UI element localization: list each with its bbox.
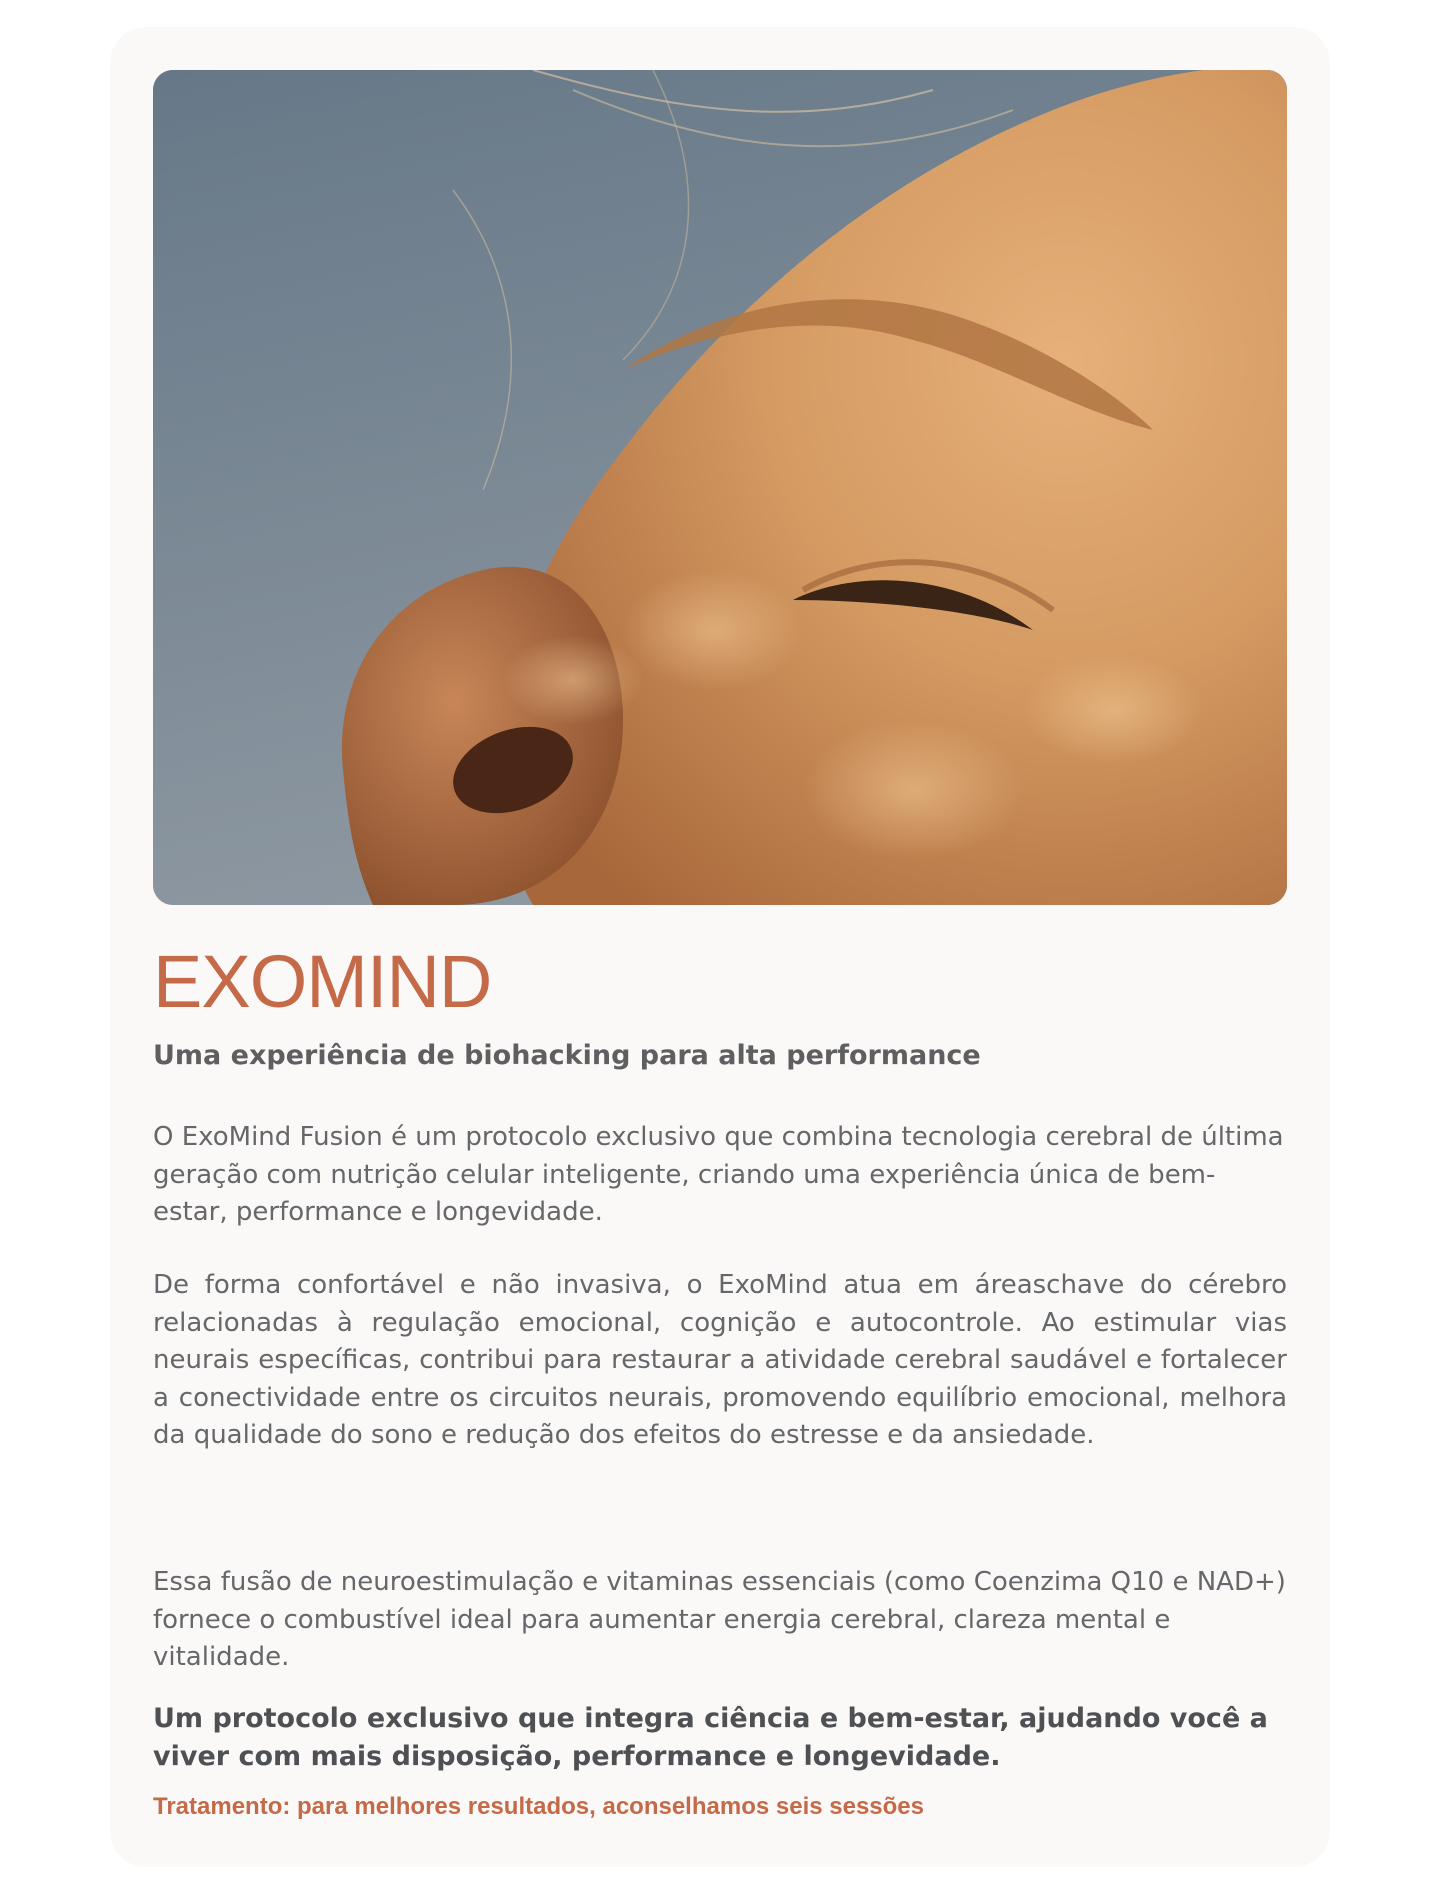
face-photo-illustration (153, 70, 1287, 905)
product-title: EXOMIND (153, 940, 492, 1023)
description-paragraph-2: De forma confortável e não invasiva, o ExoMind atua em áreaschave do cérebro relacionadas à regulação emocional, cognição e autocontrole. Ao estimular vias neurais específicas, contribui para restaurar a atividade cerebral saudável e fortalecer a conectividade entre os circuitos neurais, promovendo equilíbrio emocional, melhora da qualidade do sono e redução dos efeitos do estresse e da ansiedade. (153, 1270, 1287, 1450)
description-paragraph-1: O ExoMind Fusion é um protocolo exclusivo que combina tecnologia cerebral de última geração com nutrição celular inteligente, criando uma experiência única de bem-estar, performance e longevidade. (153, 1122, 1284, 1227)
treatment-note: Tratamento: para melhores resultados, aconselhamos seis sessões (153, 1793, 924, 1820)
closing-statement: Um protocolo exclusivo que integra ciência e bem-estar, ajudando você a viver com mais disposição, performance e longevidade. (153, 1703, 1268, 1772)
hero-image (153, 70, 1287, 905)
product-subtitle: Uma experiência de biohacking para alta performance (153, 1040, 981, 1071)
product-card (110, 27, 1330, 1867)
description-paragraph-3: Essa fusão de neuroestimulação e vitaminas essenciais (como Coenzima Q10 e NAD+) fornece o combustível ideal para aumentar energia cerebral, clareza mental e vitalidade. (153, 1567, 1286, 1672)
